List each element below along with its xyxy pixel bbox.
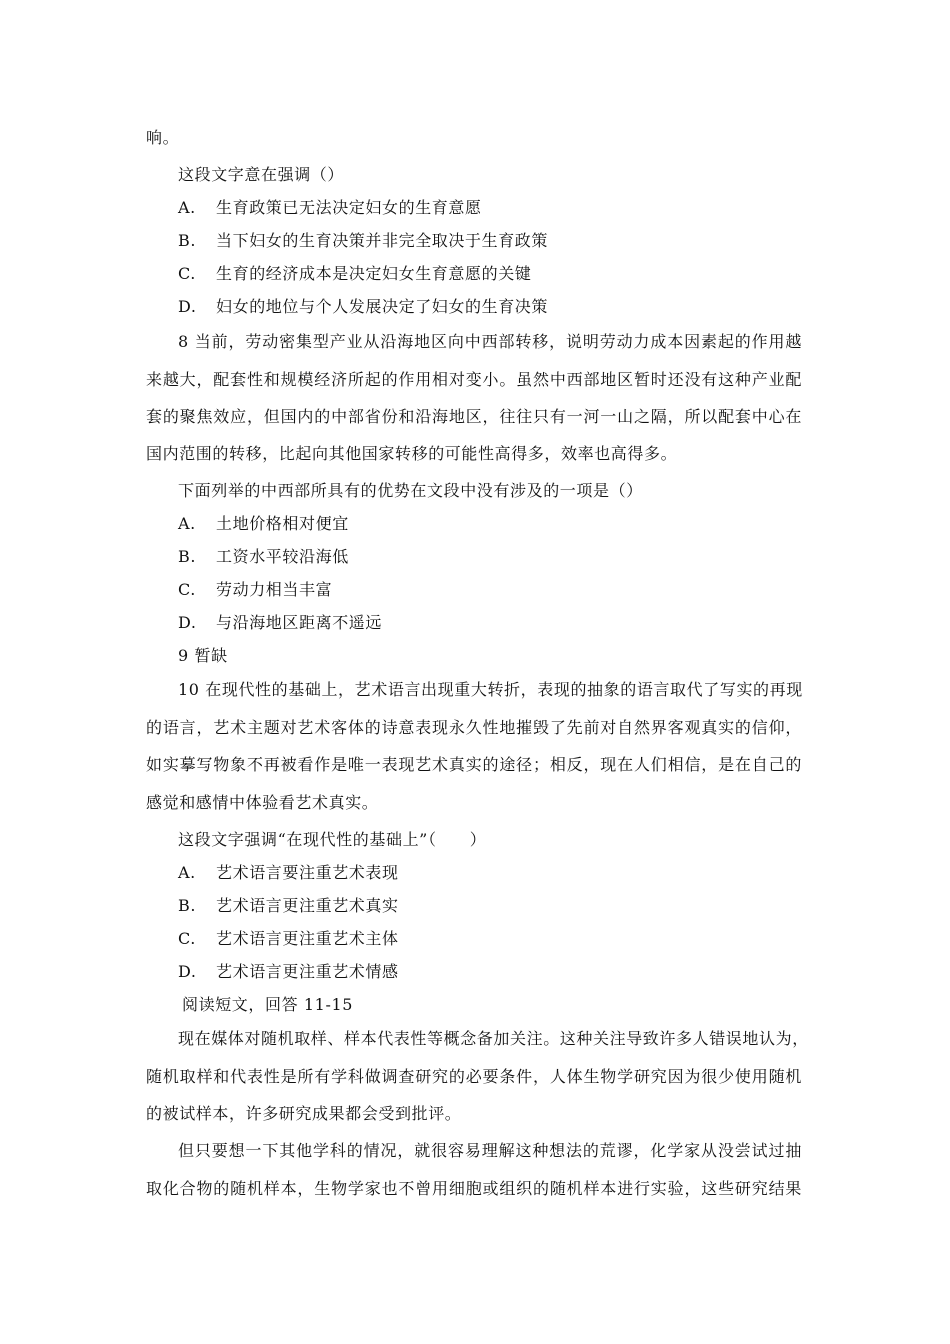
q9-placeholder: 9 暂缺 xyxy=(178,646,228,665)
reading-para1-line: 现在媒体对随机取样、样本代表性等概念备加关注。这种关注导致许多人错误地认为， xyxy=(178,1029,809,1048)
q8-option-b xyxy=(178,547,349,567)
option-text: 生育政策已无法决定妇女的生育意愿 xyxy=(216,198,482,217)
option-letter: A. xyxy=(178,863,196,882)
q10-option-a xyxy=(178,863,399,883)
reading-para1-line: 的被试样本，许多研究成果都会受到批评。 xyxy=(146,1104,462,1123)
q10-passage-line: 10 在现代性的基础上，艺术语言出现重大转折，表现的抽象的语言取代了写实的再现 xyxy=(178,680,803,699)
option-text: 劳动力相当丰富 xyxy=(216,580,333,599)
option-text: 工资水平较沿海低 xyxy=(216,547,349,566)
q8-passage-line: 来越大，配套性和规模经济所起的作用相对变小。虽然中西部地区暂时还没有这种产业配 xyxy=(146,370,802,389)
q10-passage-line: 如实摹写物象不再被看作是唯一表现艺术真实的途径；相反，现在人们相信，是在自己的 xyxy=(146,755,802,774)
option-letter: D. xyxy=(178,962,197,981)
option-letter: B. xyxy=(178,896,197,915)
option-letter: B. xyxy=(178,231,197,250)
q8-passage-line: 8 当前，劳动密集型产业从沿海地区向中西部转移，说明劳动力成本因素起的作用越 xyxy=(178,332,802,351)
q8-option-d xyxy=(178,613,382,633)
q7-stem: 这段文字意在强调（） xyxy=(178,165,345,184)
q10-option-b xyxy=(178,896,399,916)
reading-para1-line: 随机取样和代表性是所有学科做调查研究的必要条件，人体生物学研究因为很少使用随机 xyxy=(146,1067,802,1086)
option-text: 艺术语言要注重艺术表现 xyxy=(216,863,399,882)
q10-option-c xyxy=(178,929,399,949)
option-text: 土地价格相对便宜 xyxy=(216,514,349,533)
option-text: 生育的经济成本是决定妇女生育意愿的关键 xyxy=(216,264,532,283)
q10-passage-line: 的语言，艺术主题对艺术客体的诗意表现永久性地摧毁了先前对自然界客观真实的信仰， xyxy=(146,718,802,737)
q7-option-a xyxy=(178,198,482,218)
option-text: 艺术语言更注重艺术情感 xyxy=(216,962,399,981)
option-text: 妇女的地位与个人发展决定了妇女的生育决策 xyxy=(216,297,549,316)
option-letter: D. xyxy=(178,297,197,316)
q8-option-a xyxy=(178,514,349,534)
q7-option-b xyxy=(178,231,548,251)
option-text: 与沿海地区距离不遥远 xyxy=(216,613,383,632)
reading-para2-line: 取化合物的随机样本，生物学家也不曾用细胞或组织的随机样本进行实验，这些研究结果 xyxy=(146,1179,802,1198)
reading-heading: 阅读短文，回答 11-15 xyxy=(182,995,354,1014)
q10-passage-line: 感觉和感情中体验看艺术真实。 xyxy=(146,793,379,812)
q10-stem: 这段文字强调“在现代性的基础上”（ ） xyxy=(178,830,487,849)
option-letter: D. xyxy=(178,613,197,632)
option-letter: A. xyxy=(178,198,196,217)
option-letter: C. xyxy=(178,580,196,599)
q8-passage-line: 套的聚焦效应，但国内的中部省份和沿海地区，往往只有一河一山之隔，所以配套中心在 xyxy=(146,407,802,426)
option-text: 艺术语言更注重艺术主体 xyxy=(216,929,399,948)
q10-option-d xyxy=(178,962,399,982)
option-text: 艺术语言更注重艺术真实 xyxy=(216,896,399,915)
q7-passage-tail: 响。 xyxy=(146,128,180,147)
q7-option-d xyxy=(178,297,548,317)
q7-option-c xyxy=(178,264,531,284)
q8-passage-line: 国内范围的转移，比起向其他国家转移的可能性高得多，效率也高得多。 xyxy=(146,444,678,463)
option-letter: B. xyxy=(178,547,197,566)
option-letter: C. xyxy=(178,929,196,948)
reading-para2-line: 但只要想一下其他学科的情况，就很容易理解这种想法的荒谬，化学家从没尝试过抽 xyxy=(178,1141,802,1160)
option-text: 当下妇女的生育决策并非完全取决于生育政策 xyxy=(216,231,549,250)
q8-option-c xyxy=(178,580,332,600)
option-letter: C. xyxy=(178,264,196,283)
q8-stem: 下面列举的中西部所具有的优势在文段中没有涉及的一项是（） xyxy=(178,481,643,500)
option-letter: A. xyxy=(178,514,196,533)
